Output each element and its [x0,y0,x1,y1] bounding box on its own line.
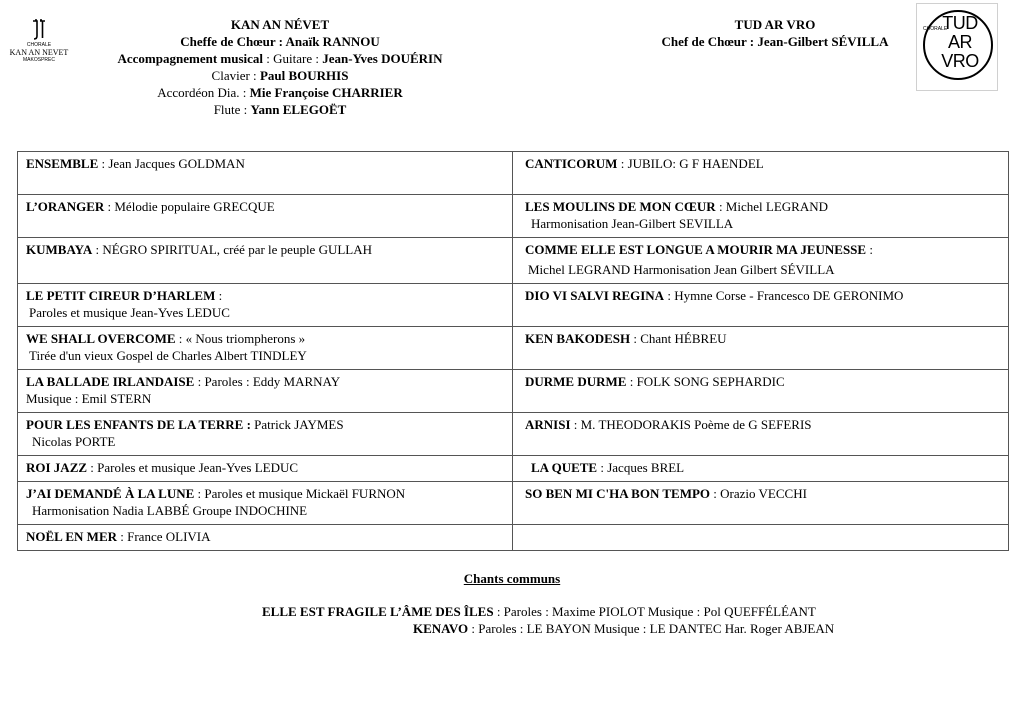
right-song-cell-empty [513,525,1009,551]
left-song-cell [18,152,513,195]
table-row [18,327,1009,370]
left-director-name: Anaïk RANNOU [285,34,380,49]
song-title: LA BALLADE IRLANDAISE [26,374,195,389]
accordion-label: Accordéon Dia. : [157,85,250,100]
logo-line-1: TUD [942,13,978,33]
song-title: KEN BAKODESH [525,331,631,346]
logo-line-3: VRO [941,51,979,71]
song-credit: : Paroles et musique Jean-Yves LEDUC [87,460,299,475]
programme-table [17,151,1009,551]
right-song-cell [513,456,1009,482]
song-credit: : France OLIVIA [117,529,211,544]
song-title: DIO VI SALVI REGINA [525,288,665,303]
song-title: DURME DURME [525,374,627,389]
keys-name: Paul BOURHIS [259,68,349,83]
song-title: ENSEMBLE [26,156,99,171]
song-title: WE SHALL OVERCOME [26,331,176,346]
keys-line [70,67,490,84]
logo-place: MAKOSPREC [23,57,55,63]
left-song-cell [18,456,513,482]
table-row [18,525,1009,551]
right-choir-header [610,16,948,50]
right-director-line [610,33,940,50]
table-row [18,456,1009,482]
flute-name: Yann ELEGOËT [250,102,347,117]
song-title: LA QUETE [531,460,598,475]
song-credit: : [215,288,223,303]
choir-emblem-icon [27,18,51,42]
accordion-line [70,84,490,101]
right-song-cell [513,482,1009,525]
common-song-1-credit: : Paroles : Maxime PIOLOT Musique : Pol QUEFFÉLÉANT [493,604,816,619]
song-title: COMME ELLE EST LONGUE A MOURIR MA JEUNESSE [525,242,867,257]
right-song-cell [513,413,1009,456]
song-credit-line2: Paroles et musique Jean-Yves LEDUC [29,305,230,320]
accordion-name: Mie Françoise CHARRIER [249,85,403,100]
song-credit: : FOLK SONG SEPHARDIC [626,374,785,389]
keys-label: Clavier : [211,68,260,83]
table-row [18,238,1009,284]
left-choir-header [70,16,490,118]
song-title: CANTICORUM [525,156,618,171]
song-credit: : M. THEODORAKIS Poème de G SEFERIS [570,417,812,432]
song-credit: : NÉGRO SPIRITUAL, créé par le peuple GULLAH [92,242,373,257]
song-credit: : JUBILO: G F HAENDEL [617,156,764,171]
right-director-label: Chef de Chœur : [661,34,758,49]
song-title: ROI JAZZ [26,460,88,475]
left-song-cell [18,482,513,525]
song-credit-line2: Harmonisation Nadia LABBÉ Groupe INDOCHINE [32,503,308,518]
common-song-2-title: KENAVO [413,621,469,636]
left-song-cell [18,238,513,284]
accompaniment-label: Accompagnement musical [117,51,264,66]
song-credit: : Hymne Corse - Francesco DE GERONIMO [664,288,904,303]
left-song-cell [18,284,513,327]
left-song-cell [18,370,513,413]
flute-label: Flute : [213,102,251,117]
table-row [18,152,1009,195]
right-song-cell [513,238,1009,284]
right-song-cell [513,327,1009,370]
right-choir-name: TUD AR VRO [734,17,816,32]
common-songs-title: Chants communs [463,571,561,586]
song-credit: : Michel LEGRAND [715,199,828,214]
song-credit-line2: Nicolas PORTE [32,434,116,449]
song-credit: : [866,242,873,257]
common-song-2 [413,621,834,637]
common-song-1 [262,604,816,620]
tud-ar-vro-logo [916,3,998,91]
song-credit: : Chant HÉBREU [630,331,727,346]
song-credit-line2: Harmonisation Jean-Gilbert SEVILLA [531,216,734,231]
logo-side-text: CHORALE [923,26,948,32]
song-credit-line2: Tirée d'un vieux Gospel de Charles Albert TINDLEY [29,348,307,363]
logo-wordmark [931,14,989,71]
logo-line-2: AR [947,32,972,52]
song-credit: : Paroles et musique Mickaël FURNON [194,486,406,501]
table-row [18,284,1009,327]
song-credit-line2: Musique : Emil STERN [26,391,152,406]
song-title: KUMBAYA [26,242,93,257]
song-credit: : Mélodie populaire GRECQUE [104,199,275,214]
table-row [18,370,1009,413]
logo-name: KAN AN NEVET [9,48,69,57]
right-song-cell [513,152,1009,195]
common-song-2-credit: : Paroles : LE BAYON Musique : LE DANTEC Har. Roger ABJEAN [468,621,835,636]
song-credit: : Jacques BREL [597,460,685,475]
left-director-label: Cheffe de Chœur : [180,34,286,49]
song-credit: : Paroles : Eddy MARNAY [194,374,341,389]
song-credit: : Orazio VECCHI [710,486,807,501]
right-song-cell [513,370,1009,413]
song-title: SO BEN MI C'HA BON TEMPO [525,486,711,501]
accompaniment-line [70,50,490,67]
table-row [18,195,1009,238]
flute-line [70,101,490,118]
song-title: LES MOULINS DE MON CŒUR [525,199,716,214]
right-director-name: Jean-Gilbert SÉVILLA [757,34,889,49]
song-title: L’ORANGER [26,199,105,214]
guitar-label: : Guitare : [263,51,323,66]
left-song-cell [18,525,513,551]
song-credit: Patrick JAYMES [250,417,344,432]
right-song-cell [513,284,1009,327]
left-director-line [70,33,490,50]
table-row [18,482,1009,525]
table-row [18,413,1009,456]
common-song-1-title: ELLE EST FRAGILE L’ÂME DES ÎLES [262,604,494,619]
song-credit: : « Nous triompherons » [175,331,306,346]
song-title: ARNISI [525,417,571,432]
left-song-cell [18,327,513,370]
song-credit: : Jean Jacques GOLDMAN [98,156,245,171]
guitar-name: Jean-Yves DOUÉRIN [322,51,443,66]
logo-caption: CHORALE [26,42,52,48]
left-song-cell [18,413,513,456]
song-title: LE PETIT CIREUR D’HARLEM [26,288,216,303]
left-song-cell [18,195,513,238]
right-song-cell [513,195,1009,238]
song-title: J’AI DEMANDÉ À LA LUNE [26,486,195,501]
song-title: NOËL EN MER [26,529,118,544]
left-choir-name: KAN AN NÉVET [230,17,330,32]
kan-an-nevet-logo [8,18,70,76]
song-credit-line2: Michel LEGRAND Harmonisation Jean Gilbert SÉVILLA [528,262,835,277]
song-title: POUR LES ENFANTS DE LA TERRE : [26,417,251,432]
